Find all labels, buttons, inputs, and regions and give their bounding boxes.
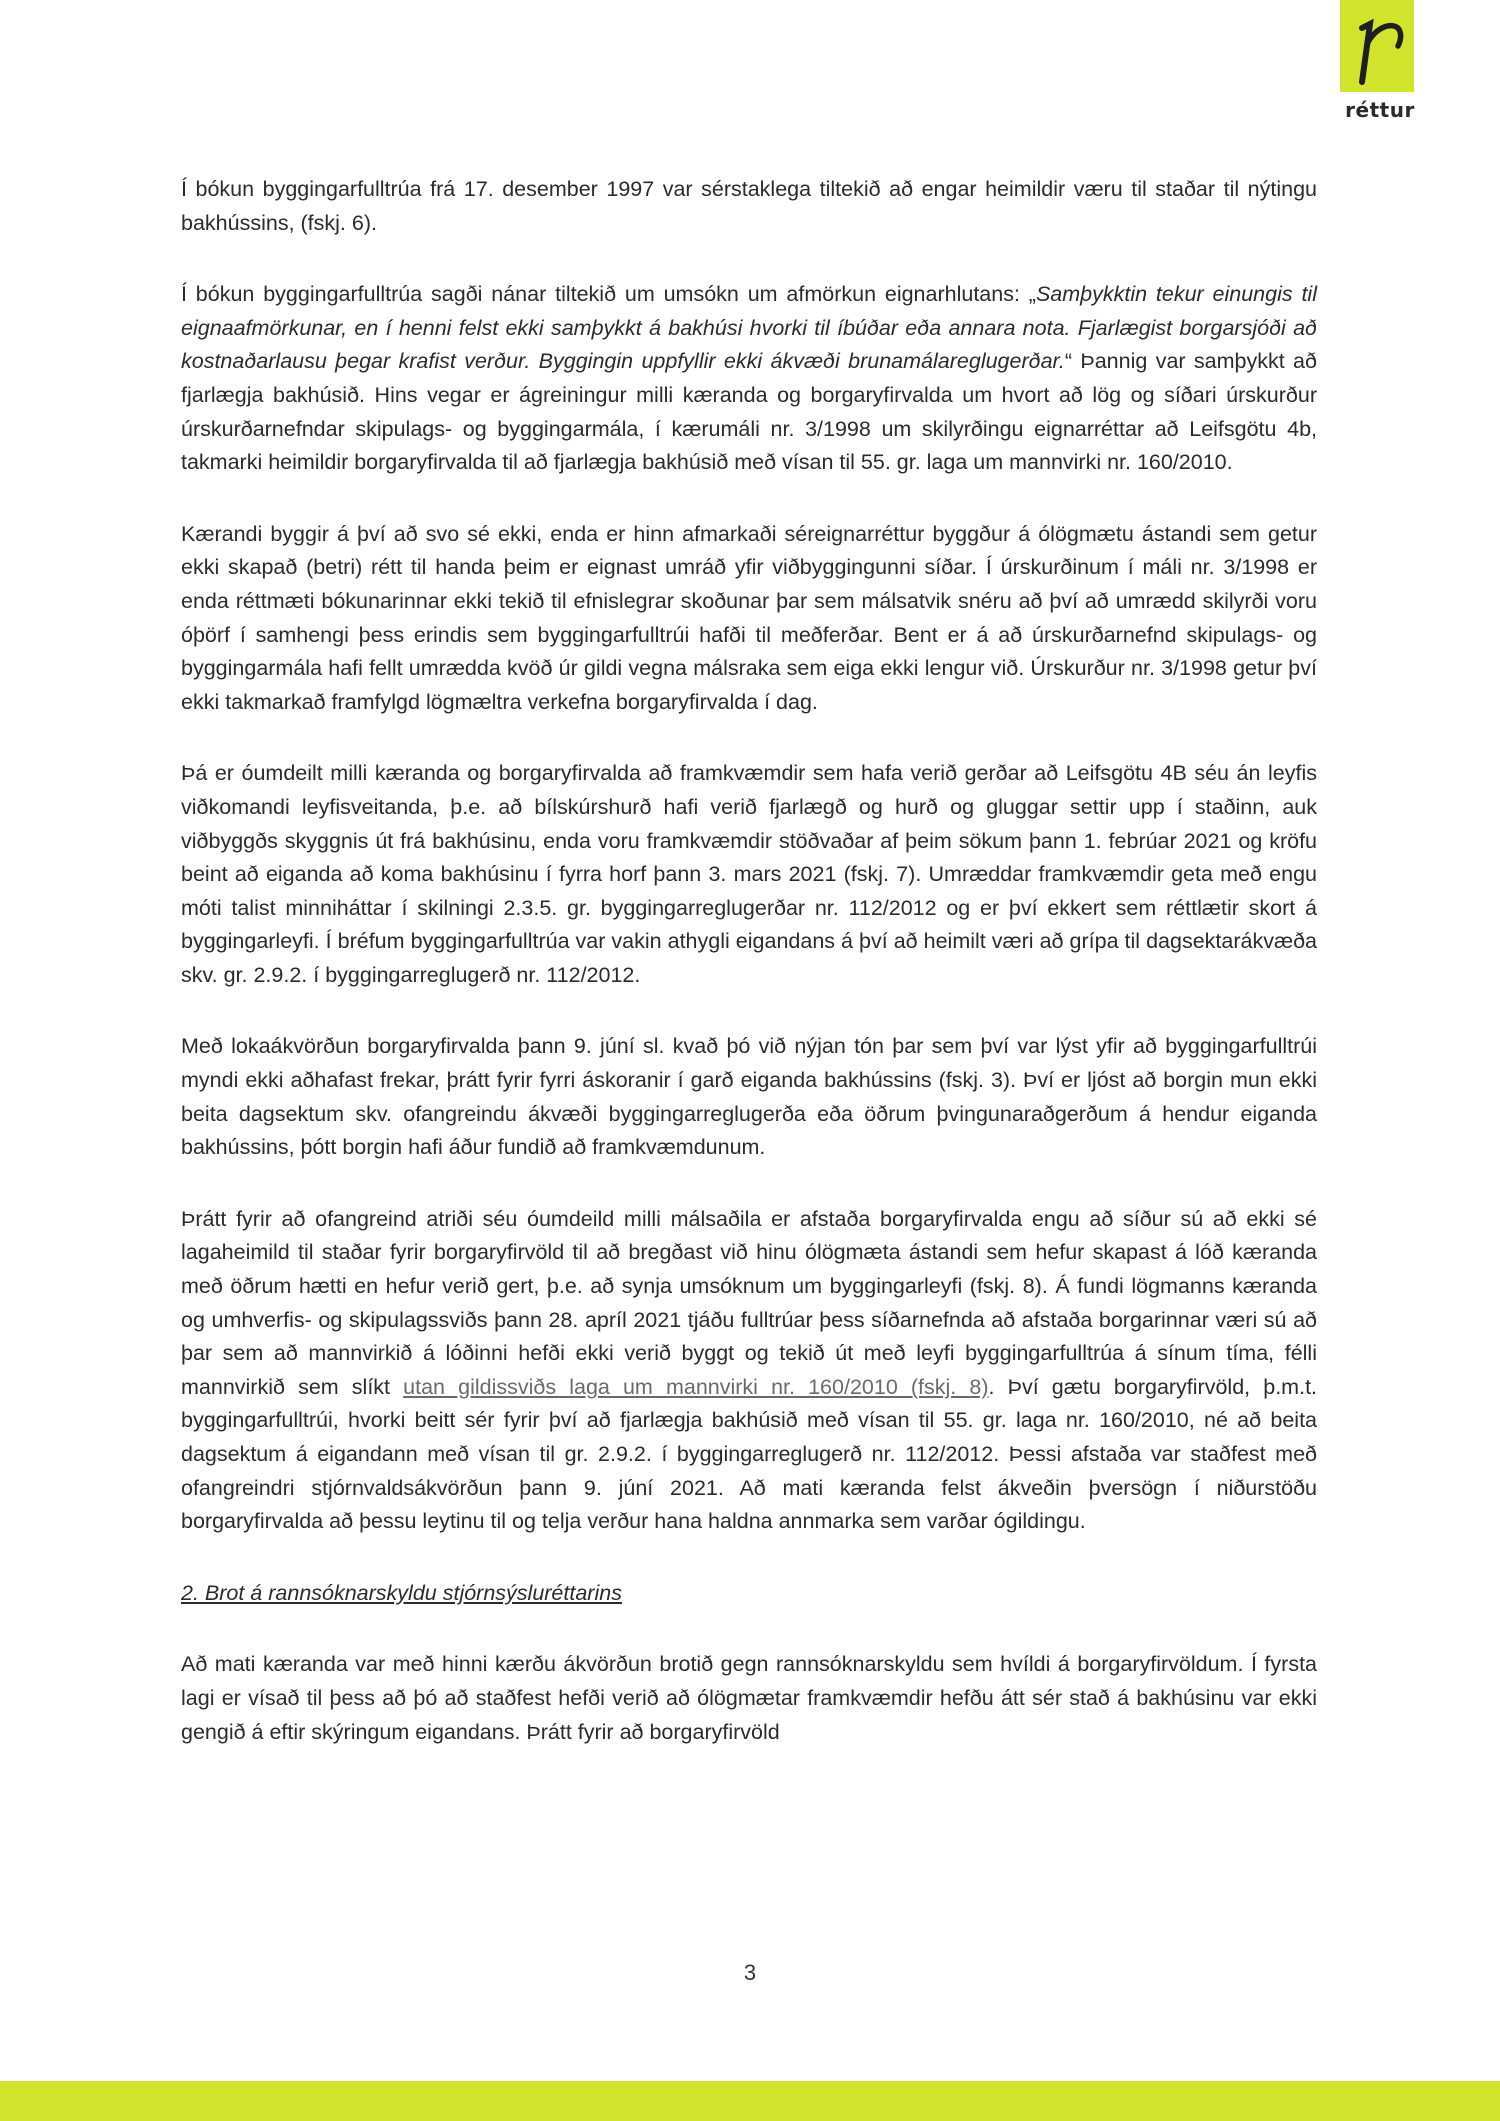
paragraph-6 — [181, 1203, 1317, 1539]
paragraph-6-before: Þrátt fyrir að ofangreind atriði séu óumdeild milli málsaðila er afstaða borgaryfirvalda engu að síður sú að ekki sé lagaheimild til staðar fyrir borgaryfirvöld til að bregðast við hinu ólögmæta ástandi sem hefur skapast á lóð kæranda með öðrum hætti en hefur verið gert, þ.e. að synja umsóknum um byggingarleyfi (fskj. 8). Á fundi lögmanns kæranda og umhverfis- og skipulagssviðs þann 28. apríl 2021 tjáðu fulltrúar þess síðarnefnda að afstaða borgarinnar væri sú að þar sem að mannvirkið á lóðinni hefði ekki verið byggt og tekið út með leyfi byggingarfulltrúa á sínum tíma, félli mannvirkið sem slíkt — [181, 1206, 1317, 1399]
paragraph-5: Með lokaákvörðun borgaryfirvalda þann 9. júní sl. kvað þó við nýjan tón þar sem því var lýst yfir að byggingarfulltrúi myndi ekki aðhafast frekar, þrátt fyrir fyrri áskoranir í garð eiganda bakhússins (fskj. 3). Því er ljóst að borgin mun ekki beita dagsektum skv. ofangreindu ákvæði byggingarreglugerða eða öðrum þvingunaraðgerðum á hendur eiganda bakhússins, þótt borgin hafi áður fundið að framkvæmdunum. — [181, 1034, 1317, 1160]
section-heading: 2. Brot á rannsóknarskyldu stjórnsýsluréttarins — [181, 1580, 622, 1605]
paragraph-2 — [181, 278, 1317, 480]
logo-r-icon — [1340, 0, 1414, 92]
paragraph-6-underlined: utan gildissviðs laga um mannvirki nr. 160/2010 (fskj. 8) — [403, 1374, 989, 1399]
footer-color-bar — [0, 2081, 1500, 2121]
paragraph-2-intro: Í bókun byggingarfulltrúa sagði nánar tiltekið um umsókn um afmörkun eignarhlutans: „ — [181, 282, 1036, 307]
paragraph-1: Í bókun byggingarfulltrúa frá 17. desember 1997 var sérstaklega tiltekið að engar heimildir væru til staðar til nýtingu bakhússins, (fskj. 6). — [181, 177, 1317, 235]
paragraph-4: Þá er óumdeilt milli kæranda og borgaryfirvalda að framkvæmdir sem hafa verið gerðar að Leifsgötu 4B séu án leyfis viðkomandi leyfisveitanda, þ.e. að bílskúrshurð hafi verið fjarlægð og hurð og gluggar settir upp í staðinn, auk viðbyggðs skyggnis út frá bakhúsinu, enda voru framkvæmdir stöðvaðar af þeim sökum þann 1. febrúar 2021 og kröfu beint að eiganda að koma bakhúsinu í fyrra horf þann 3. mars 2021 (fskj. 7). Umræddar framkvæmdir geta með engu móti talist minniháttar í skilningi 2.3.5. gr. byggingarreglugerðar nr. 112/2012 og er því ekkert sem réttlætir skort á byggingarleyfi. Í bréfum byggingarfulltrúa var vakin athygli eigandans á því að heimilt væri að grípa til dagsektarákvæða skv. gr. 2.9.2. í byggingarreglugerð nr. 112/2012. — [181, 761, 1317, 987]
paragraph-3: Kærandi byggir á því að svo sé ekki, enda er hinn afmarkaði séreignarréttur byggður á ólögmætu ástandi sem getur ekki skapað (betri) rétt til handa þeim er eignast umráð yfir viðbyggingunni síðar. Í úrskurðinum í máli nr. 3/1998 er enda réttmæti bókunarinnar ekki tekið til efnislegrar skoðunar þar sem málsatvik snéru að því að umrædd skilyrði voru óþörf í samhengi þess erindis sem byggingarfulltrúi hafði til meðferðar. Bent er á að úrskurðarnefnd skipulags- og byggingarmála hafi fellt umrædda kvöð úr gildi vegna málsraka sem eiga ekki lengur við. Úrskurður nr. 3/1998 getur því ekki takmarkað framfylgd lögmæltra verkefna borgaryfirvalda í dag. — [181, 521, 1317, 714]
rettur-logo — [1330, 0, 1440, 125]
paragraph-2-rest: “ Þannig var samþykkt að fjarlægja bakhúsið. Hins vegar er ágreiningur milli kæranda og borgaryfirvalda um hvort að lög og síðari úrskurður úrskurðarnefndar skipulags- og byggingarmála, í kærumáli nr. 3/1998 um skilyrðingu eignarréttar að Leifsgötu 4b, takmarki heimildir borgaryfirvalda til að fjarlægja bakhúsið með vísan til 55. gr. laga um mannvirki nr. 160/2010. — [181, 349, 1317, 475]
page-number: 3 — [743, 1960, 757, 1985]
paragraph-2-quote: Samþykktin tekur einungis til eignaafmörkunar, en í henni felst ekki samþykkt á bakhúsi hvorki til íbúðar eða annara nota. Fjarlægist borgarsjóði að kostnaðarlausu þegar krafist verður. Byggingin uppfyllir ekki ákvæði brunamálareglugerðar. — [181, 282, 1317, 374]
document-body — [181, 173, 1317, 1787]
paragraph-7: Að mati kæranda var með hinni kærðu ákvörðun brotið gegn rannsóknarskyldu sem hvíldi á borgaryfirvöldum. Í fyrsta lagi er vísað til þess að þó að staðfest hefði verið að ólögmætar framkvæmdir hefðu átt sér stað á bakhúsinu var ekki gengið á eftir skýringum eigandans. Þrátt fyrir að borgaryfirvöld — [181, 1652, 1317, 1744]
logo-wordmark: réttur — [1345, 98, 1415, 122]
paragraph-6-after: . Því gætu borgaryfirvöld, þ.m.t. byggingarfulltrúi, hvorki beitt sér fyrir því að fjarlægja bakhúsið með vísan til 55. gr. laga nr. 160/2010, né að beita dagsektum á eigandann með vísan til gr. 2.9.2. í byggingarreglugerð nr. 112/2012. Þessi afstaða var staðfest með ofangreindri stjórnvaldsákvörðun þann 9. júní 2021. Að mati kæranda felst ákveðin þversögn í niðurstöðu borgaryfirvalda að þessu leytinu til og telja verður hana haldna annmarka sem varðar ógildingu. — [181, 1374, 1318, 1534]
logo-mark — [1340, 0, 1414, 92]
